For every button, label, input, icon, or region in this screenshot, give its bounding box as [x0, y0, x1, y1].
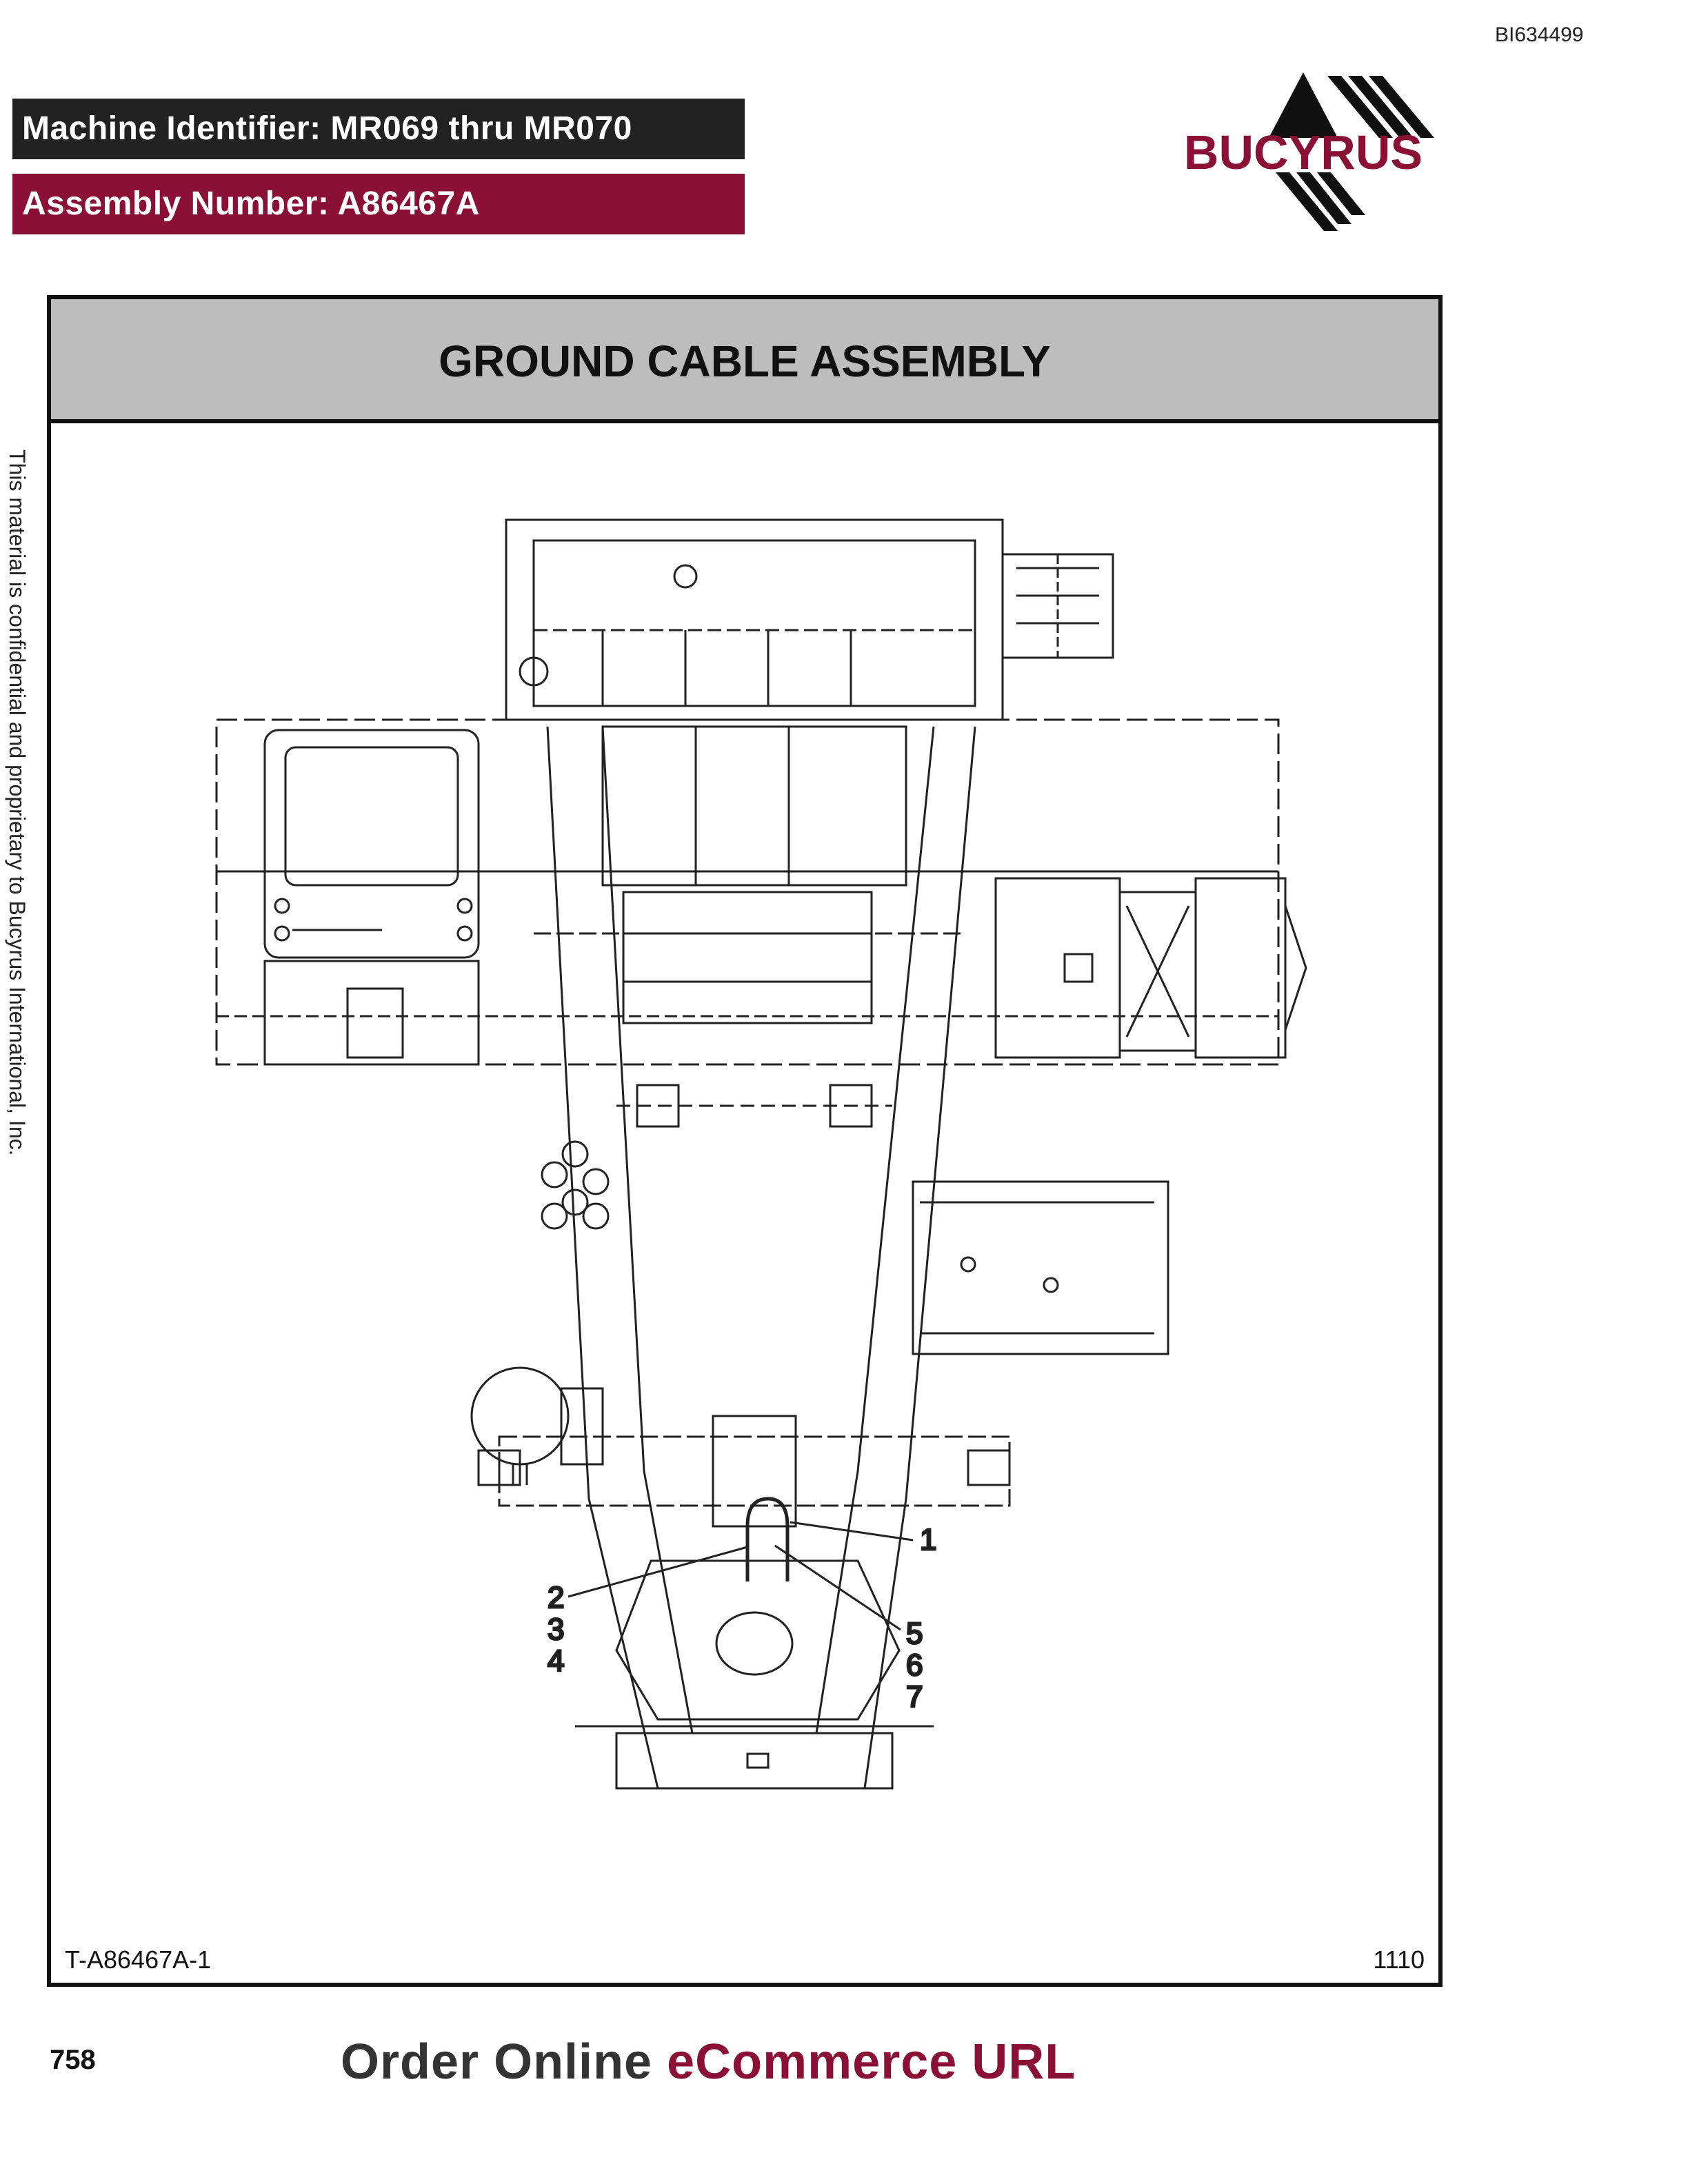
confidentiality-note: This material is confidential and proprietary to Bucyrus International, Inc.: [5, 449, 30, 1156]
page-title: GROUND CABLE ASSEMBLY: [51, 299, 1438, 423]
page-number: 758: [50, 2045, 96, 2075]
drawing-frame: [47, 295, 1443, 1987]
callout-7: 7: [906, 1680, 923, 1714]
order-online-text: Order Online: [341, 2034, 667, 2090]
bucyrus-logo: [1165, 69, 1441, 241]
callout-6: 6: [906, 1648, 923, 1682]
logo-wordmark: BUCYRUS: [1183, 125, 1423, 179]
ecommerce-url-text: eCommerce URL: [667, 2034, 1076, 2090]
right-tank: [913, 1182, 1168, 1354]
rear-crossmember: [479, 1416, 1009, 1526]
ground-cable: [747, 1499, 787, 1581]
left-components: [472, 1142, 608, 1485]
callout-3: 3: [547, 1612, 565, 1646]
callout-2: 2: [547, 1581, 565, 1615]
ground-cable-drawing: [51, 423, 1438, 1864]
callout-1: 1: [920, 1523, 937, 1557]
assembly-number-bar: Assembly Number: A86467A: [12, 174, 745, 234]
document-id: BI634499: [1495, 23, 1584, 46]
callout-5: 5: [906, 1617, 923, 1650]
top-module: [506, 520, 1113, 720]
left-cab: [265, 730, 479, 1064]
order-online-link[interactable]: [341, 2034, 1076, 2090]
drawing-number: T-A86467A-1: [65, 1945, 212, 1974]
machine-identifier-bar: Machine Identifier: MR069 thru MR070: [12, 99, 745, 159]
hitch: [575, 1561, 934, 1788]
callout-4: 4: [547, 1644, 565, 1678]
revision-code: 1110: [1373, 1945, 1425, 1974]
right-equipment: [996, 878, 1306, 1058]
